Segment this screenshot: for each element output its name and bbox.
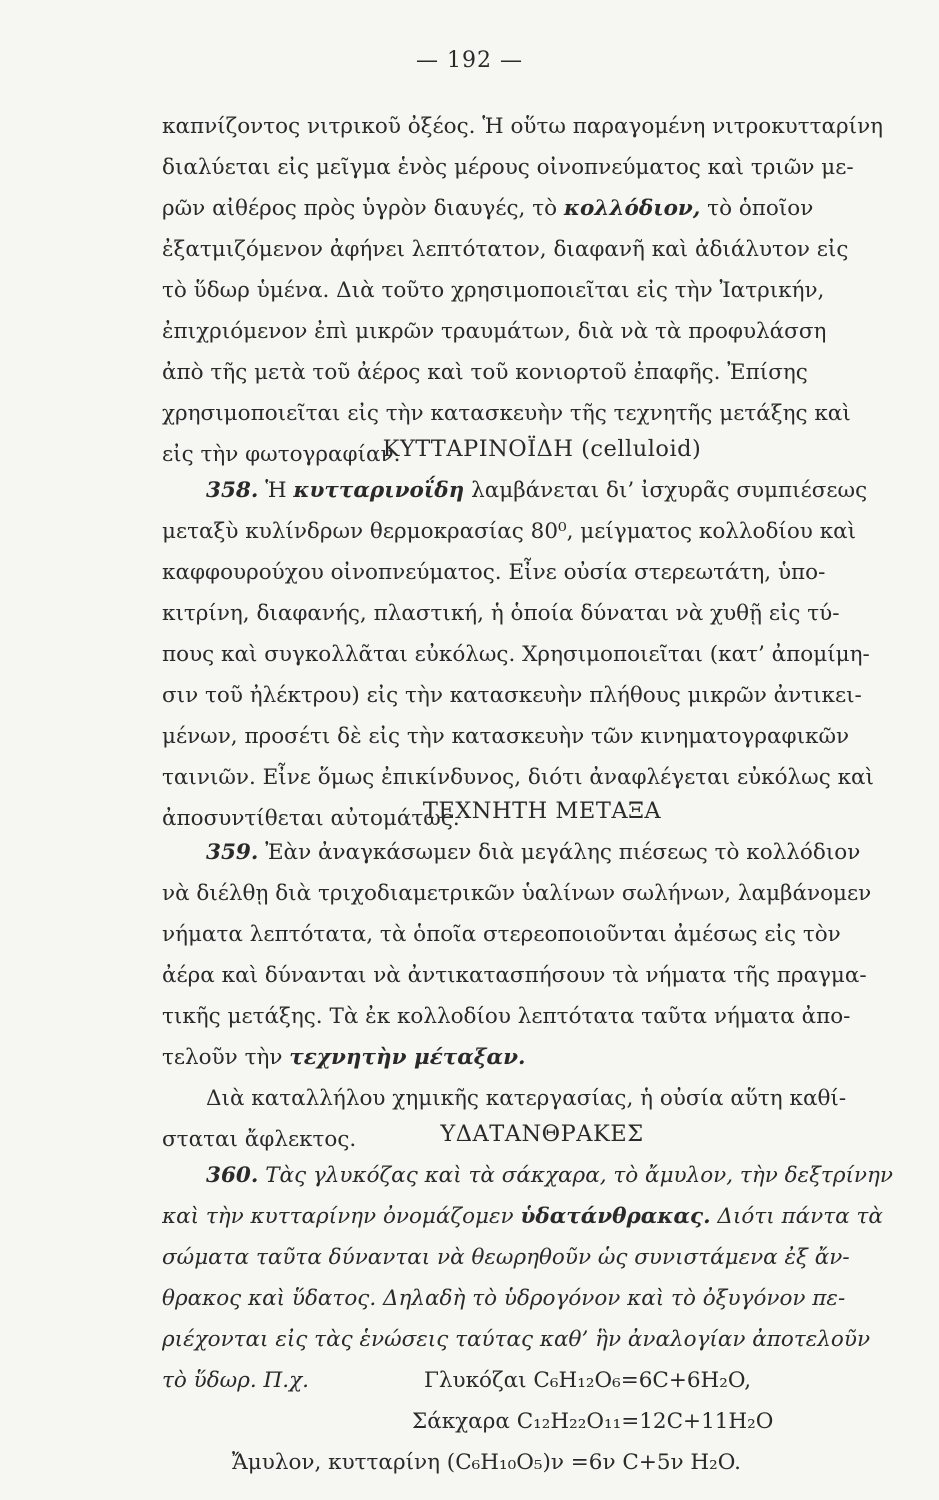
- text-line: νὰ διέλθῃ διὰ τριχοδιαμετρικῶν ὑαλίνων σωλήνων, λαμβάνομεν: [162, 881, 872, 906]
- section-heading: ΤΕΧΝΗΤΗ ΜΕΤΑΞΑ: [422, 798, 662, 824]
- paragraph-number: 358.: [206, 478, 259, 503]
- text-fragment: τὸ ὕδωρ. Π.χ.: [162, 1368, 309, 1393]
- emphasized-term: ὑδατάνθρακας.: [520, 1204, 711, 1229]
- text-line: νήματα λεπτότατα, τὰ ὁποῖα στερεοποιοῦνται ἀμέσως εἰς τὸν: [162, 922, 841, 947]
- text-line: σώματα ταῦτα δύνανται νὰ θεωρηθοῦν ὡς συνιστάμενα ἐξ ἄν-: [162, 1245, 850, 1270]
- section-carbohydrates: [162, 1113, 922, 1483]
- text-fragment: Τὰς γλυκόζας καὶ τὰ σάκχαρα, τὸ ἄμυλον, τὴν δεξτρίνην: [258, 1163, 893, 1188]
- text-line: εἰς τὴν φωτογραφίαν.: [162, 442, 401, 467]
- text-line: διαλύεται εἰς μεῖγμα ἑνὸς μέρους οἰνοπνεύματος καὶ τριῶν με-: [162, 155, 854, 180]
- formula: Σάκχαρα C₁₂H₂₂O₁₁=12C+11H₂O: [412, 1409, 774, 1434]
- emphasized-term: κολλόδιον,: [563, 196, 701, 221]
- text-fragment: τὸ ὁποῖον: [700, 196, 814, 221]
- text-line: ἀποσυντίθεται αὐτομάτως.: [162, 806, 460, 831]
- text-line: σιν τοῦ ἠλέκτρου) εἰς τὴν κατασκευὴν πλήθους μικρῶν ἀντικει-: [162, 683, 862, 708]
- paragraph-number: 360.: [206, 1163, 259, 1188]
- text-line: ἀπὸ τῆς μετὰ τοῦ ἀέρος καὶ τοῦ κονιορτοῦ ἐπαφῆς. Ἐπίσης: [162, 360, 808, 385]
- text-line: καπνίζοντος νιτρικοῦ ὀξέος. Ἡ οὕτω παραγομένη νιτροκυτταρίνη: [162, 114, 884, 139]
- text-fragment: Διότι πάντα τὰ: [710, 1204, 883, 1229]
- text-fragment: λαμβάνεται δι’ ἰσχυρᾶς συμπιέσεως: [464, 478, 868, 503]
- text-fragment: Ἐὰν ἀναγκάσωμεν διὰ μεγάλης πιέσεως τὸ κολλόδιον: [258, 840, 861, 865]
- text-line: χρησιμοποιεῖται εἰς τὴν κατασκευὴν τῆς τεχνητῆς μετάξης καὶ: [162, 401, 851, 426]
- text-line: [162, 1037, 922, 1078]
- section-artificial-silk: [162, 790, 922, 1160]
- text-line: μένων, προσέτι δὲ εἰς τὴν κατασκευὴν τῶν κινηματογραφικῶν: [162, 724, 850, 749]
- page-number: — 192 —: [416, 48, 523, 73]
- text-line: ριέχονται εἰς τὰς ἑνώσεις ταύτας καθ’ ἣν ἀναλογίαν ἀποτελοῦν: [162, 1327, 871, 1352]
- formula: Γλυκόζαι C₆H₁₂O₆=6C+6H₂O,: [423, 1368, 752, 1393]
- text-line: ταινιῶν. Εἶνε ὅμως ἐπικίνδυνος, διότι ἀναφλέγεται εὐκόλως καὶ: [162, 765, 874, 790]
- text-line: [162, 832, 922, 873]
- text-line: τικῆς μετάξης. Τὰ ἐκ κολλοδίου λεπτότατα ταῦτα νήματα ἀπο-: [162, 1004, 851, 1029]
- paragraph-number: 359.: [206, 840, 259, 865]
- text-line: ἀέρα καὶ δύνανται νὰ ἀντικατασπήσουν τὰ νήματα τῆς πραγμα-: [162, 963, 867, 988]
- section-heading: ΥΔΑΤΑΝΘΡΑΚΕΣ: [440, 1121, 644, 1147]
- text-line: [162, 1155, 922, 1196]
- text-line: κιτρίνη, διαφανής, πλαστική, ἡ ὁποία δύναται νὰ χυθῇ εἰς τύ-: [162, 601, 840, 626]
- text-fragment: ρῶν αἰθέρος πρὸς ὑγρὸν διαυγές, τὸ: [162, 196, 564, 221]
- text-line: μεταξὺ κυλίνδρων θερμοκρασίας 80⁰, μείγματος κολλοδίου καὶ: [162, 519, 857, 544]
- formula: Ἄμυλον, κυτταρίνη (C₆H₁₀O₅)ν =6ν C+5ν H₂O.: [232, 1450, 741, 1475]
- text-line: ἐξατμιζόμενον ἀφήνει λεπτότατον, διαφανῆ καὶ ἀδιάλυτον εἰς: [162, 237, 849, 262]
- text-line: [162, 188, 922, 229]
- text-line: σταται ἄφλεκτος.: [162, 1127, 357, 1152]
- text-line: πους καὶ συγκολλᾶται εὐκόλως. Χρησιμοποιεῖται (κατ’ ἀπομίμη-: [162, 642, 870, 667]
- text-line: καφφουρούχου οἰνοπνεύματος. Εἶνε οὐσία στερεωτάτη, ὑπο-: [162, 560, 826, 585]
- text-line: θρακος καὶ ὕδατος. Δηλαδὴ τὸ ὑδρογόνον καὶ τὸ ὀξυγόνον πε-: [162, 1286, 846, 1311]
- text-fragment: καὶ τὴν κυτταρίνην ὀνομάζομεν: [162, 1204, 521, 1229]
- text-line: [162, 1196, 922, 1237]
- text-line: ἐπιχριόμενον ἐπὶ μικρῶν τραυμάτων, διὰ νὰ τὰ προφυλάσση: [162, 319, 827, 344]
- section-heading: ΚΥΤΤΑΡΙΝΟΪΔΗ (celluloid): [382, 436, 702, 462]
- formula-line: [162, 1360, 922, 1401]
- text-fragment: τελοῦν τὴν: [162, 1045, 290, 1070]
- emphasized-term: τεχνητὴν μέταξαν.: [289, 1045, 526, 1070]
- text-line: τὸ ὕδωρ ὑμένα. Διὰ τοῦτο χρησιμοποιεῖται εἰς τὴν Ἰατρικήν,: [162, 278, 825, 303]
- text-fragment: Ἡ: [258, 478, 294, 503]
- intro-paragraph: [162, 106, 922, 475]
- emphasized-term: κυτταρινοΐδη: [293, 478, 465, 503]
- text-line: [162, 470, 922, 511]
- text-line: Διὰ καταλλήλου χημικῆς κατεργασίας, ἡ οὐσία αὕτη καθί-: [206, 1086, 847, 1111]
- section-celluloid: [162, 428, 922, 839]
